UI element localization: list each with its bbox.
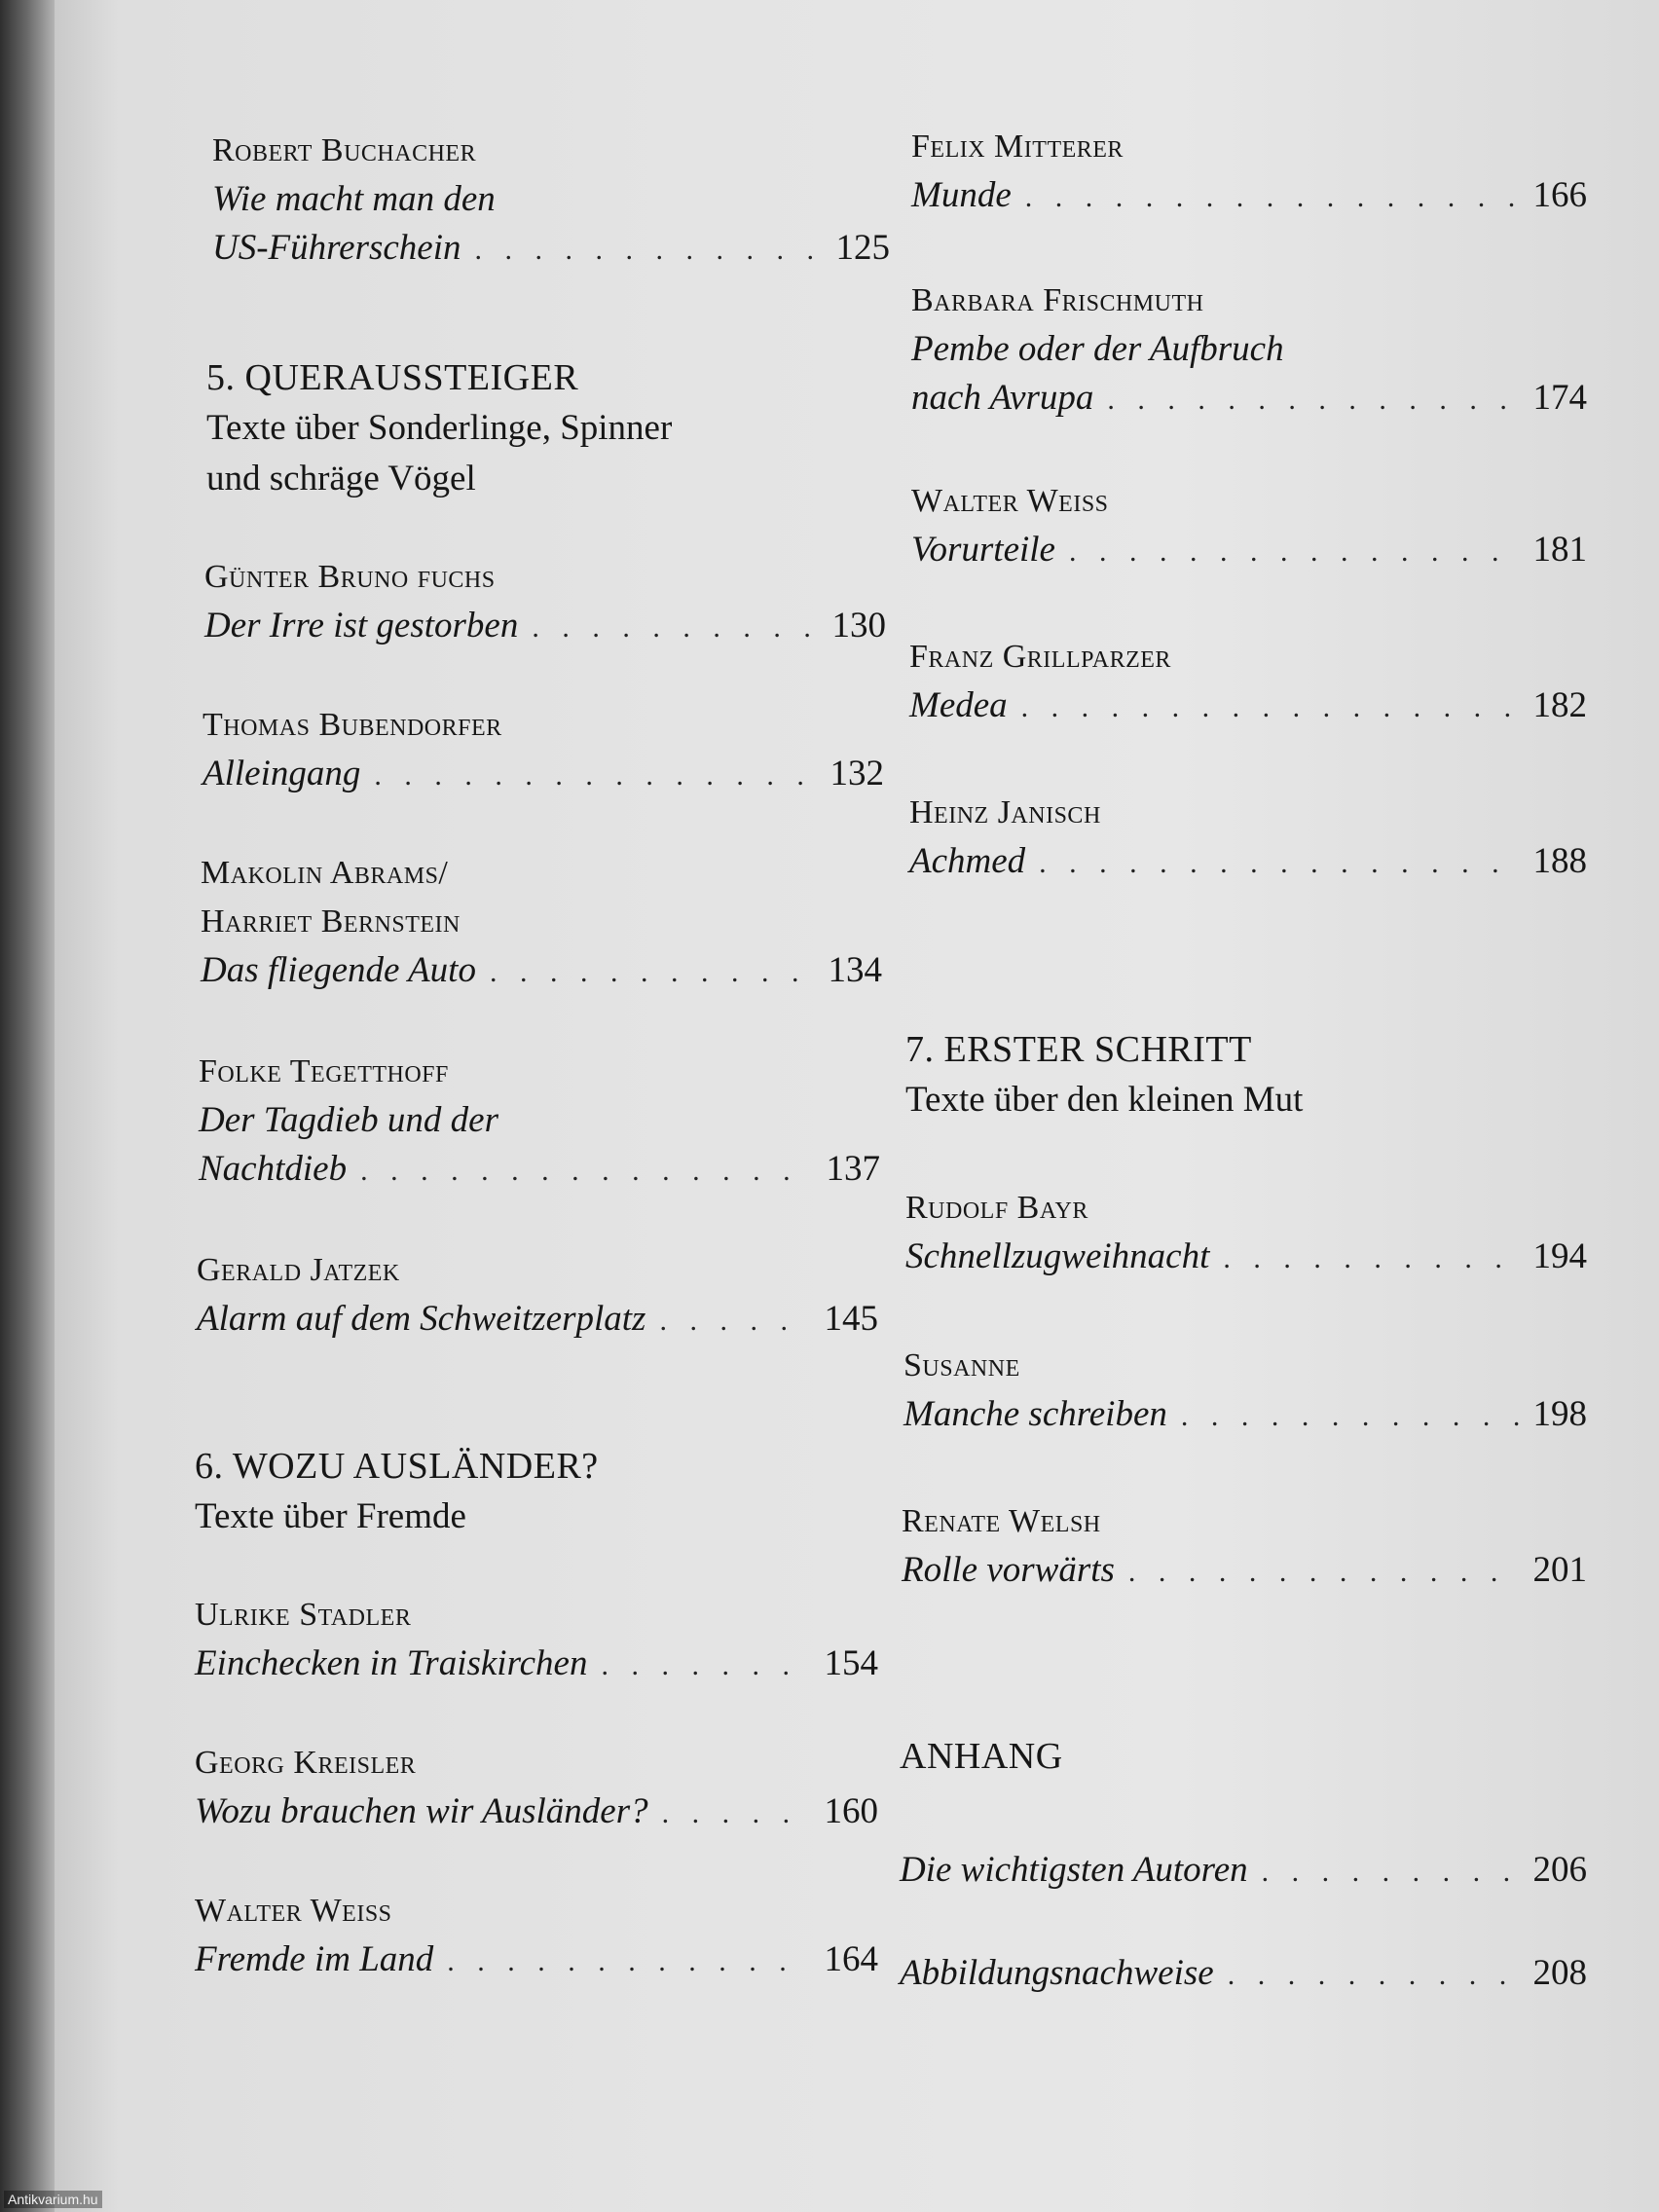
author-name: Thomas Bubendorfer (203, 707, 502, 743)
toc-entry (900, 1949, 1593, 2000)
watermark: Antikvarium.hu (4, 2191, 102, 2208)
page-number: 137 (826, 1149, 880, 1189)
toc-line (203, 750, 884, 800)
toc-line (911, 171, 1587, 222)
author-name: Harriet Bernstein (201, 903, 461, 940)
toc-entry (911, 123, 1593, 222)
entry-title-line: Pembe oder der Aufbruch (911, 329, 1284, 369)
page-number: 154 (824, 1643, 878, 1683)
author-name: Rudolf Bayr (905, 1190, 1088, 1226)
toc-line (900, 1846, 1587, 1897)
page-number: 145 (824, 1299, 878, 1339)
author-name: Felix Mitterer (911, 129, 1124, 165)
section-heading (206, 352, 882, 504)
section-heading (905, 1024, 1593, 1125)
page-number: 125 (835, 228, 890, 268)
page-number: 206 (1532, 1850, 1587, 1890)
toc-entry (195, 1887, 882, 1986)
page-number: 132 (830, 754, 884, 793)
toc-line (909, 837, 1587, 888)
author-name: Heinz Janisch (909, 794, 1101, 830)
leader-dots (1069, 528, 1520, 576)
toc-entry (909, 789, 1593, 888)
leader-dots (662, 1789, 811, 1838)
toc-entry (911, 276, 1593, 424)
entry-title-line: Der Tagdieb und der (199, 1100, 498, 1140)
section-heading (195, 1441, 882, 1542)
section-heading (900, 1731, 1593, 1782)
entry-title: Vorurteile (911, 530, 1055, 570)
section-subtitle: Texte über Sonderlinge, Spinner (206, 408, 673, 448)
toc-line (911, 374, 1587, 424)
section-title: 7. ERSTER SCHRITT (905, 1029, 1252, 1070)
entry-title: Einchecken in Traiskirchen (195, 1643, 588, 1683)
author-name: Walter Weiss (195, 1893, 392, 1929)
toc-line (204, 602, 886, 652)
leader-dots (1025, 173, 1520, 222)
page-number: 194 (1532, 1236, 1587, 1276)
toc-line (201, 946, 882, 997)
page-number: 166 (1532, 175, 1587, 215)
entry-title: Wozu brauchen wir Ausländer? (195, 1791, 648, 1831)
toc-line (199, 1145, 880, 1196)
toc-entry (212, 127, 890, 275)
leader-dots (1039, 839, 1519, 888)
toc-line (195, 1640, 878, 1690)
page-number: 134 (828, 950, 882, 990)
author-name: Robert Buchacher (212, 132, 477, 168)
book-page (55, 0, 1659, 2212)
entry-title: Rolle vorwärts (902, 1550, 1115, 1590)
toc-line (905, 1233, 1587, 1283)
page-number: 130 (831, 606, 886, 645)
section-title: 6. WOZU AUSLÄNDER? (195, 1446, 599, 1487)
section-title: 5. QUERAUSSTEIGER (206, 357, 579, 398)
page-number: 174 (1532, 378, 1587, 418)
entry-title: Alleingang (203, 754, 361, 793)
leader-dots (1228, 1951, 1520, 2000)
toc-line (197, 1295, 878, 1346)
entry-title: Manche schreiben (903, 1394, 1167, 1434)
entry-title-line: Wie macht man den (212, 179, 496, 219)
toc-line (903, 1390, 1587, 1441)
entry-title: Die wichtigsten Autoren (900, 1850, 1248, 1890)
leader-dots (1021, 683, 1520, 732)
page-number: 198 (1532, 1394, 1587, 1434)
toc-line (911, 526, 1587, 576)
leader-dots (490, 948, 815, 997)
entry-title: Der Irre ist gestorben (204, 606, 519, 645)
page-number: 181 (1532, 530, 1587, 570)
toc-entry (204, 553, 886, 652)
page-number: 160 (824, 1791, 878, 1831)
author-name: Makolin Abrams/ (201, 855, 449, 891)
toc-entry (197, 1246, 882, 1346)
toc-entry (905, 1184, 1593, 1283)
section-subtitle: Texte über den kleinen Mut (905, 1080, 1304, 1120)
author-name: Barbara Frischmuth (911, 282, 1204, 318)
entry-title: Fremde im Land (195, 1939, 434, 1979)
entry-title: nach Avrupa (911, 378, 1094, 418)
book-spine-edge (0, 0, 60, 2212)
leader-dots (360, 1147, 812, 1196)
page-number: 208 (1532, 1953, 1587, 1993)
entry-title: Nachtdieb (199, 1149, 348, 1189)
entry-title: Achmed (909, 841, 1026, 881)
leader-dots (1181, 1392, 1520, 1441)
toc-line (195, 1788, 878, 1838)
entry-title: US-Führerschein (212, 228, 461, 268)
leader-dots (447, 1937, 810, 1986)
toc-entry (900, 1846, 1593, 1897)
toc-entry (195, 1739, 882, 1838)
toc-entry (195, 1591, 882, 1690)
author-name: Günter Bruno fuchs (204, 559, 496, 595)
page-number: 201 (1532, 1550, 1587, 1590)
author-name: Renate Welsh (902, 1503, 1101, 1539)
leader-dots (1262, 1848, 1520, 1897)
leader-dots (374, 752, 816, 800)
toc-entry (903, 1342, 1593, 1441)
entry-title: Alarm auf dem Schweitzerplatz (197, 1299, 646, 1339)
leader-dots (659, 1297, 810, 1346)
author-name: Walter Weiss (911, 483, 1109, 519)
author-name: Folke Tegetthoff (199, 1053, 449, 1089)
entry-title: Schnellzugweihnacht (905, 1236, 1210, 1276)
toc-line (902, 1546, 1587, 1597)
leader-dots (1223, 1235, 1519, 1283)
leader-dots (1128, 1548, 1520, 1597)
author-name: Susanne (903, 1347, 1020, 1383)
leader-dots (532, 604, 818, 652)
leader-dots (1107, 376, 1519, 424)
toc-entry (203, 701, 882, 800)
toc-line (900, 1949, 1587, 2000)
section-subtitle: und schräge Vögel (206, 459, 476, 498)
page-number: 164 (824, 1939, 878, 1979)
section-title: ANHANG (900, 1736, 1063, 1777)
toc-entry (902, 1497, 1593, 1597)
toc-line (212, 224, 890, 275)
page-number: 182 (1532, 685, 1587, 725)
page-number: 188 (1532, 841, 1587, 881)
toc-entry (909, 633, 1593, 732)
entry-title: Munde (911, 175, 1012, 215)
toc-line (195, 1936, 878, 1986)
entry-title: Medea (909, 685, 1008, 725)
toc-entry (911, 477, 1593, 576)
author-name: Franz Grillparzer (909, 639, 1171, 675)
leader-dots (475, 226, 823, 275)
author-name: Gerald Jatzek (197, 1252, 400, 1288)
leader-dots (601, 1641, 810, 1690)
entry-title: Abbildungsnachweise (900, 1953, 1214, 1993)
toc-line (909, 682, 1587, 732)
author-name: Georg Kreisler (195, 1745, 417, 1781)
toc-entry (199, 1048, 882, 1196)
author-name: Ulrike Stadler (195, 1597, 412, 1633)
section-subtitle: Texte über Fremde (195, 1496, 466, 1536)
entry-title: Das fliegende Auto (201, 950, 476, 990)
toc-entry (201, 849, 882, 997)
